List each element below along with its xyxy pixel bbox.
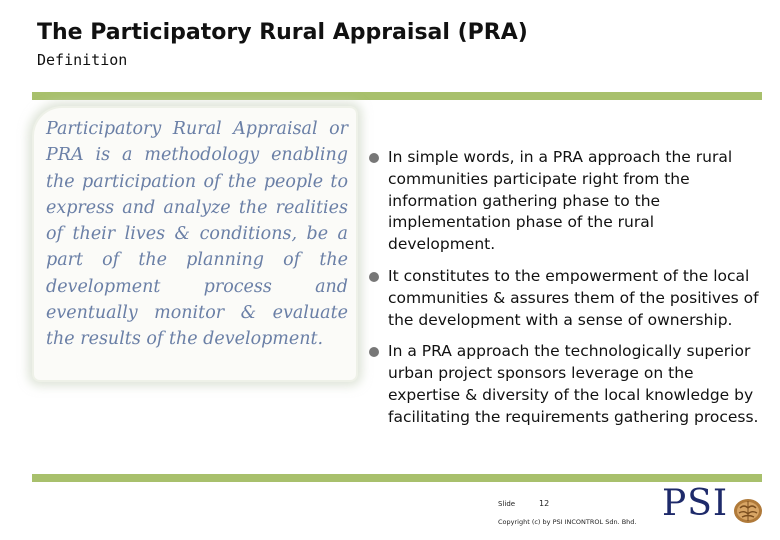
bullet-dot-icon (369, 347, 379, 357)
slide-title: The Participatory Rural Appraisal (PRA) (37, 20, 528, 45)
bullet-text: In simple words, in a PRA approach the rural communities participate right from the information gathering phase to the implementation phase of the rural development. (388, 148, 733, 254)
bullet-item (368, 147, 763, 256)
bullet-list (368, 147, 763, 439)
bullet-dot-icon (369, 272, 379, 282)
slide-subtitle: Definition (37, 51, 128, 69)
definition-card (34, 108, 356, 380)
bullet-item (368, 266, 763, 331)
bullet-text: In a PRA approach the technologically superior urban project sponsors leverage on the expertise & diversity of the local knowledge by facilitating the requirements gathering process. (388, 342, 759, 426)
walnut-logo-icon (732, 494, 764, 526)
bullet-item (368, 341, 763, 428)
slide-number: 12 (539, 499, 550, 508)
definition-text: Participatory Rural Appraisal or PRA is a methodology enabling the participation of the people to express and analyze the realities of their lives & conditions, be a part of the planning of the development process and eventually monitor & evaluate the results of the development. (46, 119, 348, 350)
psi-logo: PSI (662, 483, 729, 524)
copyright-text: Copyright (c) by PSI INCONTROL Sdn. Bhd. (498, 518, 637, 526)
slide-label: Slide (498, 500, 516, 508)
bullet-dot-icon (369, 153, 379, 163)
bullet-text: It constitutes to the empowerment of the local communities & assures them of the positives of the development with a sense of ownership. (388, 266, 759, 329)
top-accent-bar (32, 92, 762, 100)
bottom-accent-bar (32, 474, 762, 482)
